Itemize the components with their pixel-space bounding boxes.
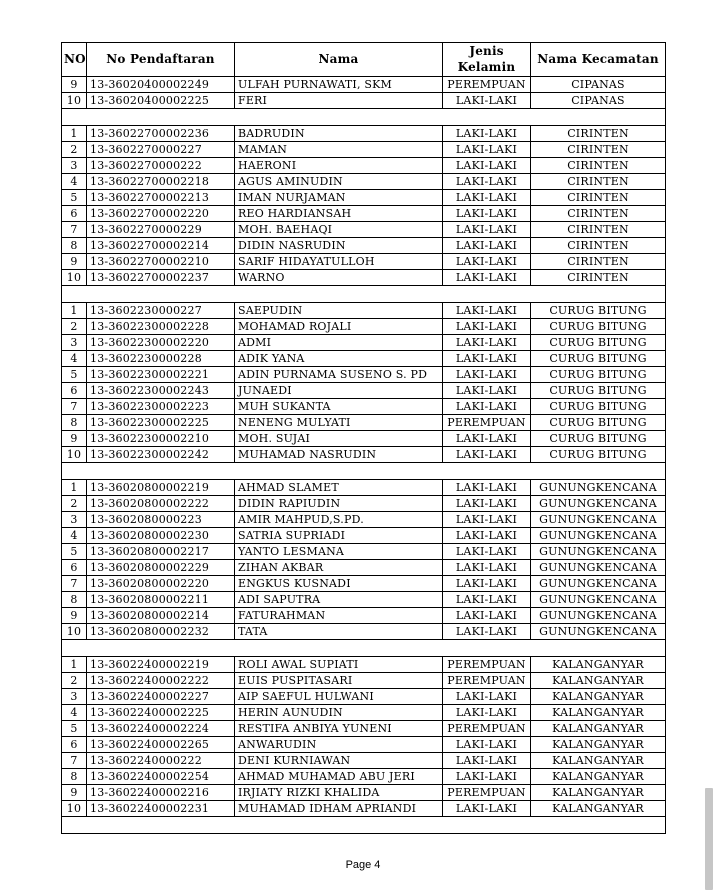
- table-cell: LAKI-LAKI: [443, 222, 531, 238]
- table-cell: MOHAMAD ROJALI: [235, 319, 443, 335]
- table-cell: 4: [62, 351, 87, 367]
- table-row: [62, 351, 666, 367]
- table-cell: NENENG MULYATI: [235, 415, 443, 431]
- table-cell: GUNUNGKENCANA: [531, 592, 666, 608]
- table-cell: 5: [62, 367, 87, 383]
- table-row: [62, 721, 666, 737]
- table-cell: MUHAMAD NASRUDIN: [235, 447, 443, 463]
- table-cell: 13-36022300002242: [87, 447, 235, 463]
- table-cell: KALANGANYAR: [531, 801, 666, 817]
- table-cell: 1: [62, 303, 87, 319]
- table-cell: KALANGANYAR: [531, 721, 666, 737]
- table-cell: MOH. SUJAI: [235, 431, 443, 447]
- table-cell: JUNAEDI: [235, 383, 443, 399]
- table-cell: DIDIN RAPIUDIN: [235, 496, 443, 512]
- table-cell: LAKI-LAKI: [443, 480, 531, 496]
- table-cell: ULFAH PURNAWATI, SKM: [235, 77, 443, 93]
- table-cell: LAKI-LAKI: [443, 431, 531, 447]
- table-row: [62, 77, 666, 93]
- table-cell: CIPANAS: [531, 77, 666, 93]
- table-row: [62, 769, 666, 785]
- table-cell: 13-36022400002225: [87, 705, 235, 721]
- table-cell: 13-3602230000228: [87, 351, 235, 367]
- table-row: [62, 190, 666, 206]
- table-cell: EUIS PUSPITASARI: [235, 673, 443, 689]
- table-cell: 13-36022400002254: [87, 769, 235, 785]
- table-cell: 13-36022400002224: [87, 721, 235, 737]
- table-cell: PEREMPUAN: [443, 785, 531, 801]
- table-row: [62, 431, 666, 447]
- table-cell: 9: [62, 785, 87, 801]
- table-cell: 13-36020800002217: [87, 544, 235, 560]
- table-cell: 13-36020800002211: [87, 592, 235, 608]
- table-cell: CURUG BITUNG: [531, 399, 666, 415]
- table-row: [62, 222, 666, 238]
- table-cell: HERIN AUNUDIN: [235, 705, 443, 721]
- column-header: Jenis Kelamin: [443, 43, 531, 77]
- table-cell: 13-36022300002221: [87, 367, 235, 383]
- table-cell: CURUG BITUNG: [531, 431, 666, 447]
- table-cell: SATRIA SUPRIADI: [235, 528, 443, 544]
- table-cell: 7: [62, 576, 87, 592]
- spacer-row: [62, 640, 666, 657]
- table-cell: DENI KURNIAWAN: [235, 753, 443, 769]
- table-cell: 1: [62, 480, 87, 496]
- table-cell: LAKI-LAKI: [443, 174, 531, 190]
- table-cell: 13-36022700002210: [87, 254, 235, 270]
- table-cell: 3: [62, 158, 87, 174]
- table-cell: FERI: [235, 93, 443, 109]
- registrants-table: [61, 42, 666, 834]
- table-cell: AGUS AMINUDIN: [235, 174, 443, 190]
- table-cell: 13-36022300002220: [87, 335, 235, 351]
- column-header: NO: [62, 43, 87, 77]
- table-cell: WARNO: [235, 270, 443, 286]
- table-cell: 13-3602270000229: [87, 222, 235, 238]
- table-cell: CIRINTEN: [531, 174, 666, 190]
- column-header: Nama: [235, 43, 443, 77]
- table-cell: CIRINTEN: [531, 190, 666, 206]
- table-cell: ZIHAN AKBAR: [235, 560, 443, 576]
- table-cell: 13-36020800002214: [87, 608, 235, 624]
- table-cell: AHMAD MUHAMAD ABU JERI: [235, 769, 443, 785]
- table-row: [62, 528, 666, 544]
- table-cell: CIRINTEN: [531, 222, 666, 238]
- table-cell: KALANGANYAR: [531, 689, 666, 705]
- spacer-row: [62, 463, 666, 480]
- table-cell: LAKI-LAKI: [443, 769, 531, 785]
- table-cell: CURUG BITUNG: [531, 303, 666, 319]
- table-cell: GUNUNGKENCANA: [531, 624, 666, 640]
- table-cell: FATURAHMAN: [235, 608, 443, 624]
- table-row: [62, 480, 666, 496]
- table-row: [62, 785, 666, 801]
- table-cell: 13-36022700002220: [87, 206, 235, 222]
- table-row: [62, 399, 666, 415]
- table-cell: IMAN NURJAMAN: [235, 190, 443, 206]
- table-cell: CIRINTEN: [531, 206, 666, 222]
- table-cell: 13-3602240000222: [87, 753, 235, 769]
- table-cell: BADRUDIN: [235, 126, 443, 142]
- table-cell: 9: [62, 77, 87, 93]
- table-cell: GUNUNGKENCANA: [531, 576, 666, 592]
- table-cell: ADMI: [235, 335, 443, 351]
- table-cell: YANTO LESMANA: [235, 544, 443, 560]
- table-row: [62, 608, 666, 624]
- table-cell: 13-36020800002220: [87, 576, 235, 592]
- table-row: [62, 576, 666, 592]
- table-cell: TATA: [235, 624, 443, 640]
- table-cell: MUHAMAD IDHAM APRIANDI: [235, 801, 443, 817]
- table-cell: 5: [62, 544, 87, 560]
- table-cell: LAKI-LAKI: [443, 319, 531, 335]
- table-cell: CIRINTEN: [531, 238, 666, 254]
- table-row: [62, 801, 666, 817]
- page-number: Page 4: [345, 859, 381, 871]
- table-cell: LAKI-LAKI: [443, 689, 531, 705]
- table-row: [62, 335, 666, 351]
- table-cell: 1: [62, 657, 87, 673]
- table-cell: LAKI-LAKI: [443, 367, 531, 383]
- table-cell: LAKI-LAKI: [443, 576, 531, 592]
- table-cell: 7: [62, 753, 87, 769]
- table-cell: 13-3602230000227: [87, 303, 235, 319]
- table-cell: GUNUNGKENCANA: [531, 512, 666, 528]
- table-body: [62, 77, 666, 834]
- table-cell: 9: [62, 254, 87, 270]
- table-row: [62, 126, 666, 142]
- table-cell: GUNUNGKENCANA: [531, 560, 666, 576]
- table-cell: CURUG BITUNG: [531, 319, 666, 335]
- table-cell: CURUG BITUNG: [531, 415, 666, 431]
- table-cell: 13-36022300002210: [87, 431, 235, 447]
- table-cell: GUNUNGKENCANA: [531, 528, 666, 544]
- table-row: [62, 624, 666, 640]
- table-cell: LAKI-LAKI: [443, 447, 531, 463]
- table-cell: 6: [62, 206, 87, 222]
- table-cell: CURUG BITUNG: [531, 351, 666, 367]
- table-cell: 5: [62, 190, 87, 206]
- table-cell: LAKI-LAKI: [443, 158, 531, 174]
- table-cell: 10: [62, 270, 87, 286]
- table-cell: CIRINTEN: [531, 126, 666, 142]
- table-row: [62, 512, 666, 528]
- table-cell: LAKI-LAKI: [443, 254, 531, 270]
- table-cell: CURUG BITUNG: [531, 447, 666, 463]
- table-cell: 13-36022700002237: [87, 270, 235, 286]
- column-header: No Pendaftaran: [87, 43, 235, 77]
- table-cell: 8: [62, 415, 87, 431]
- table-cell: LAKI-LAKI: [443, 399, 531, 415]
- table-cell: 13-36022400002216: [87, 785, 235, 801]
- table-row: [62, 303, 666, 319]
- table-row: [62, 238, 666, 254]
- vertical-scrollbar-thumb[interactable]: [705, 788, 713, 890]
- spacer-row: [62, 817, 666, 834]
- table-cell: 13-36022400002227: [87, 689, 235, 705]
- table-row: [62, 657, 666, 673]
- table-cell: LAKI-LAKI: [443, 351, 531, 367]
- table-cell: 2: [62, 673, 87, 689]
- table-row: [62, 367, 666, 383]
- table-cell: 13-36020400002225: [87, 93, 235, 109]
- table-cell: ROLI AWAL SUPIATI: [235, 657, 443, 673]
- header-row: [62, 43, 666, 77]
- table-cell: LAKI-LAKI: [443, 592, 531, 608]
- spacer-cell: [62, 463, 666, 480]
- table-cell: 2: [62, 142, 87, 158]
- table-cell: 10: [62, 624, 87, 640]
- table-cell: LAKI-LAKI: [443, 303, 531, 319]
- table-cell: 13-36020800002230: [87, 528, 235, 544]
- table-cell: MAMAN: [235, 142, 443, 158]
- table-cell: 13-36022700002236: [87, 126, 235, 142]
- table-cell: RESTIFA ANBIYA YUNENI: [235, 721, 443, 737]
- table-cell: MOH. BAEHAQI: [235, 222, 443, 238]
- table-cell: CURUG BITUNG: [531, 335, 666, 351]
- table-cell: LAKI-LAKI: [443, 528, 531, 544]
- table-cell: LAKI-LAKI: [443, 737, 531, 753]
- table-cell: LAKI-LAKI: [443, 383, 531, 399]
- table-cell: 6: [62, 383, 87, 399]
- table-cell: 8: [62, 592, 87, 608]
- table-cell: AMIR MAHPUD,S.PD.: [235, 512, 443, 528]
- table-row: [62, 673, 666, 689]
- table-cell: 13-36022300002243: [87, 383, 235, 399]
- table-row: [62, 415, 666, 431]
- table-cell: SARIF HIDAYATULLOH: [235, 254, 443, 270]
- table-cell: LAKI-LAKI: [443, 496, 531, 512]
- table-cell: 13-36020800002232: [87, 624, 235, 640]
- table-cell: 13-36022700002213: [87, 190, 235, 206]
- table-cell: 13-36022400002265: [87, 737, 235, 753]
- table-cell: AIP SAEFUL HULWANI: [235, 689, 443, 705]
- table-row: [62, 319, 666, 335]
- table-row: [62, 753, 666, 769]
- table-cell: LAKI-LAKI: [443, 335, 531, 351]
- table-cell: LAKI-LAKI: [443, 142, 531, 158]
- table-cell: CIRINTEN: [531, 158, 666, 174]
- spacer-cell: [62, 817, 666, 834]
- table-cell: REO HARDIANSAH: [235, 206, 443, 222]
- table-cell: GUNUNGKENCANA: [531, 608, 666, 624]
- spacer-cell: [62, 286, 666, 303]
- table-cell: ADIK YANA: [235, 351, 443, 367]
- table-row: [62, 544, 666, 560]
- table-cell: 13-36022400002231: [87, 801, 235, 817]
- table-cell: 1: [62, 126, 87, 142]
- table-cell: KALANGANYAR: [531, 673, 666, 689]
- table-cell: 4: [62, 174, 87, 190]
- table-cell: 10: [62, 801, 87, 817]
- table-cell: 2: [62, 319, 87, 335]
- table-cell: 10: [62, 447, 87, 463]
- table-cell: LAKI-LAKI: [443, 560, 531, 576]
- table-row: [62, 737, 666, 753]
- table-cell: HAERONI: [235, 158, 443, 174]
- table-cell: LAKI-LAKI: [443, 190, 531, 206]
- table-cell: 13-36022300002228: [87, 319, 235, 335]
- table-cell: 13-36022700002214: [87, 238, 235, 254]
- table-header: [62, 43, 666, 77]
- table-cell: 5: [62, 721, 87, 737]
- table-cell: 13-36022300002223: [87, 399, 235, 415]
- table-cell: ADI SAPUTRA: [235, 592, 443, 608]
- table-cell: 13-36020400002249: [87, 77, 235, 93]
- table-cell: LAKI-LAKI: [443, 753, 531, 769]
- table-cell: LAKI-LAKI: [443, 544, 531, 560]
- table-cell: 7: [62, 399, 87, 415]
- table-row: [62, 592, 666, 608]
- table-cell: LAKI-LAKI: [443, 270, 531, 286]
- table-row: [62, 206, 666, 222]
- table-cell: 8: [62, 769, 87, 785]
- spacer-row: [62, 286, 666, 303]
- table-cell: LAKI-LAKI: [443, 801, 531, 817]
- table-cell: LAKI-LAKI: [443, 512, 531, 528]
- table-cell: CIPANAS: [531, 93, 666, 109]
- table-cell: 13-36022400002219: [87, 657, 235, 673]
- table-cell: PEREMPUAN: [443, 657, 531, 673]
- table-cell: 6: [62, 737, 87, 753]
- table-cell: ANWARUDIN: [235, 737, 443, 753]
- table-cell: 13-36020800002219: [87, 480, 235, 496]
- table-cell: 3: [62, 512, 87, 528]
- table-cell: DIDIN NASRUDIN: [235, 238, 443, 254]
- table-cell: CIRINTEN: [531, 270, 666, 286]
- table-row: [62, 383, 666, 399]
- table-cell: PEREMPUAN: [443, 77, 531, 93]
- table-cell: CURUG BITUNG: [531, 383, 666, 399]
- table-cell: AHMAD SLAMET: [235, 480, 443, 496]
- table-cell: CIRINTEN: [531, 142, 666, 158]
- table-cell: 13-36022300002225: [87, 415, 235, 431]
- table-cell: KALANGANYAR: [531, 753, 666, 769]
- table-cell: KALANGANYAR: [531, 737, 666, 753]
- table-cell: 9: [62, 431, 87, 447]
- table-cell: 3: [62, 689, 87, 705]
- table-cell: KALANGANYAR: [531, 785, 666, 801]
- table-cell: ADIN PURNAMA SUSENO S. PD: [235, 367, 443, 383]
- table-cell: 13-36022700002218: [87, 174, 235, 190]
- table-cell: 7: [62, 222, 87, 238]
- table-cell: 2: [62, 496, 87, 512]
- table-cell: PEREMPUAN: [443, 721, 531, 737]
- table-cell: 4: [62, 528, 87, 544]
- table-cell: 6: [62, 560, 87, 576]
- table-cell: 13-3602270000222: [87, 158, 235, 174]
- table-cell: KALANGANYAR: [531, 657, 666, 673]
- table-cell: LAKI-LAKI: [443, 126, 531, 142]
- table-cell: IRJIATY RIZKI KHALIDA: [235, 785, 443, 801]
- table-cell: 13-3602270000227: [87, 142, 235, 158]
- table-row: [62, 447, 666, 463]
- table-cell: 10: [62, 93, 87, 109]
- table-cell: 13-36020800002222: [87, 496, 235, 512]
- table-cell: CURUG BITUNG: [531, 367, 666, 383]
- table-row: [62, 93, 666, 109]
- table-cell: PEREMPUAN: [443, 673, 531, 689]
- table-cell: LAKI-LAKI: [443, 608, 531, 624]
- table-row: [62, 142, 666, 158]
- table-cell: LAKI-LAKI: [443, 206, 531, 222]
- table-row: [62, 158, 666, 174]
- table-row: [62, 689, 666, 705]
- spacer-cell: [62, 640, 666, 657]
- spacer-row: [62, 109, 666, 126]
- table-cell: LAKI-LAKI: [443, 624, 531, 640]
- table-cell: SAEPUDIN: [235, 303, 443, 319]
- table-cell: 3: [62, 335, 87, 351]
- table-row: [62, 560, 666, 576]
- table-cell: LAKI-LAKI: [443, 93, 531, 109]
- table-cell: PEREMPUAN: [443, 415, 531, 431]
- table-cell: LAKI-LAKI: [443, 705, 531, 721]
- table-row: [62, 254, 666, 270]
- table-cell: KALANGANYAR: [531, 769, 666, 785]
- table-row: [62, 270, 666, 286]
- table-row: [62, 174, 666, 190]
- table-cell: 4: [62, 705, 87, 721]
- table-cell: KALANGANYAR: [531, 705, 666, 721]
- table-cell: CIRINTEN: [531, 254, 666, 270]
- column-header: Nama Kecamatan: [531, 43, 666, 77]
- table-cell: ENGKUS KUSNADI: [235, 576, 443, 592]
- table-cell: 9: [62, 608, 87, 624]
- table-cell: GUNUNGKENCANA: [531, 544, 666, 560]
- table-cell: 13-36022400002222: [87, 673, 235, 689]
- table-cell: MUH SUKANTA: [235, 399, 443, 415]
- table-cell: 8: [62, 238, 87, 254]
- table-cell: 13-3602080000223: [87, 512, 235, 528]
- table-cell: GUNUNGKENCANA: [531, 496, 666, 512]
- table-cell: 13-36020800002229: [87, 560, 235, 576]
- table-cell: LAKI-LAKI: [443, 238, 531, 254]
- table-row: [62, 496, 666, 512]
- spacer-cell: [62, 109, 666, 126]
- table-row: [62, 705, 666, 721]
- table-cell: GUNUNGKENCANA: [531, 480, 666, 496]
